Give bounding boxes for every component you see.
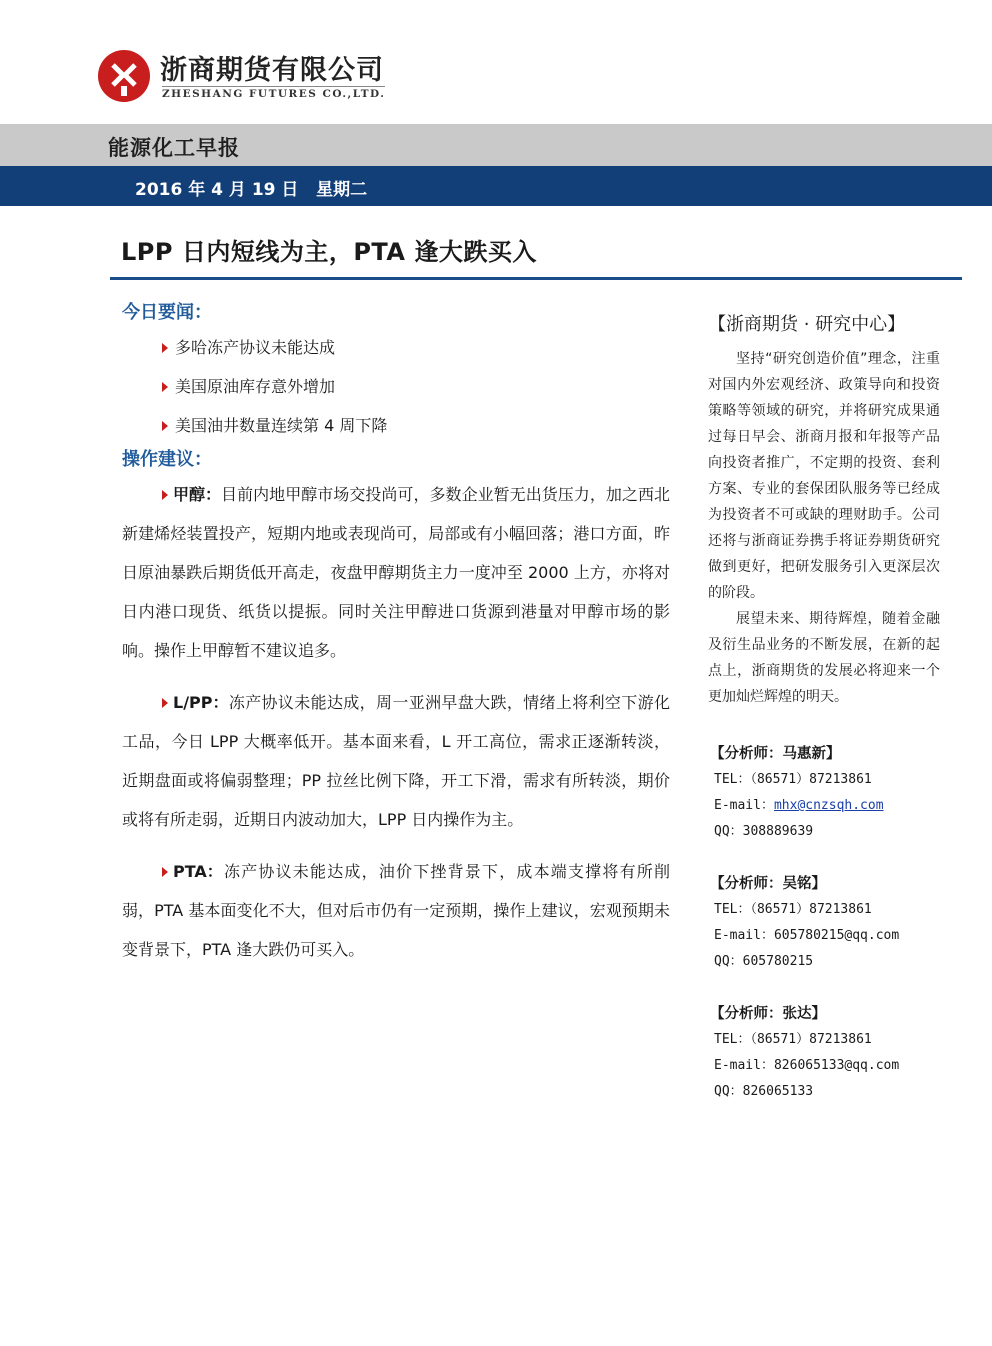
bullet-arrow-icon (162, 421, 168, 431)
research-center-paragraph: 坚持“研究创造价值”理念，注重对国内外宏观经济、政策导向和投资策略等领域的研究，并将研究成果通过每日早会、浙商月报和年报等产品向投资者推广，不定期的投资、套利方案、专业的套保团队服务等已经成为投资者不可或缺的理财助手。公司还将与浙商证券携手将证券期货研究做到更好，把研发服务引入更深层次的阶段。 (708, 351, 940, 601)
advice-lead (122, 852, 223, 891)
research-center-title: 【浙商期货 · 研究中心】 (708, 314, 906, 335)
advice-paragraph-methanol (122, 475, 670, 670)
advice-lead (122, 475, 221, 514)
bullet-arrow-icon (162, 490, 168, 500)
bullet-arrow-icon (162, 867, 168, 877)
bullet-arrow-icon (162, 698, 168, 708)
analyst-email-line (710, 923, 950, 949)
analyst-name: 【分析师：马惠新】 (710, 746, 841, 762)
date-band (0, 166, 992, 206)
analyst-card (710, 1001, 950, 1105)
advice-label: 甲醇： (173, 485, 222, 504)
analyst-tel: TEL：（86571）87213861 (714, 772, 872, 787)
research-center-paragraph: 展望未来、期待辉煌，随着金融及衍生品业务的不断发展，在新的起点上，浙商期货的发展必将迎来一个更加灿烂辉煌的明天。 (708, 611, 940, 705)
news-item (122, 406, 670, 445)
analyst-qq: QQ：826065133 (714, 1084, 814, 1099)
bullet-arrow-icon (162, 343, 168, 353)
analyst-name: 【分析师：张达】 (710, 1006, 826, 1022)
advice-section-title: 操作建议： (122, 449, 212, 470)
advice-paragraph-pta (122, 852, 670, 969)
news-item-text: 多哈冻产协议未能达成 (175, 338, 336, 357)
report-name: 能源化工早报 (108, 136, 240, 160)
company-logo-icon (96, 48, 152, 104)
analyst-tel: TEL：（86571）87213861 (714, 1032, 872, 1047)
report-date: 2016 年 4 月 19 日 星期二 (135, 180, 368, 200)
analyst-qq: QQ：308889639 (714, 824, 814, 839)
advice-text: 目前内地甲醇市场交投尚可，多数企业暂无出货压力，加之西北新建烯烃装置投产，短期内地或表现尚可，局部或有小幅回落；港口方面，昨日原油暴跌后期货低开高走，夜盘甲醇期货主力一度冲至 2000 上方，亦将对日内港口现货、纸货以提振。同时关注甲醇进口货源到港量对甲醇市场的影响。操作上甲醇暂不建议追多。 (122, 485, 670, 660)
company-name-cn: 浙商期货有限公司 (160, 55, 384, 86)
analyst-tel: TEL：（86571）87213861 (714, 902, 872, 917)
news-item (122, 328, 670, 367)
news-section-title: 今日要闻： (122, 302, 212, 323)
analyst-email: 826065133@qq.com (773, 1058, 900, 1073)
analyst-email-label: E-mail： (714, 1058, 774, 1073)
analyst-email-line (710, 1053, 950, 1079)
advice-label: PTA： (173, 862, 223, 881)
analyst-email-link[interactable]: mhx@cnzsqh.com (773, 798, 884, 813)
advice-text: 冻产协议未能达成，周一亚洲早盘大跌，情绪上将利空下游化工品，今日 LPP 大概率低开。基本面来看，L 开工高位，需求正逐渐转淡，近期盘面或将偏弱整理；PP 拉丝比例下降，开工下滑，需求有所转淡，期价或将有所走弱，近期日内波动加大，LPP 日内操作为主。 (122, 693, 670, 829)
advice-lead (122, 683, 229, 722)
advice-paragraph-lpp (122, 683, 670, 839)
company-logo (96, 46, 386, 106)
report-name-band (0, 124, 992, 166)
advice-text: 冻产协议未能达成，油价下挫背景下，成本端支撑将有所削弱，PTA 基本面变化不大，但对后市仍有一定预期，操作上建议，宏观预期未变背景下，PTA 逢大跌仍可买入。 (122, 862, 670, 959)
bullet-arrow-icon (162, 382, 168, 392)
analyst-email: 605780215@qq.com (773, 928, 900, 943)
analyst-email-label: E-mail： (714, 798, 774, 813)
analyst-card (710, 871, 950, 975)
headline-divider (110, 277, 962, 280)
analyst-email-line (710, 793, 950, 819)
analyst-qq: QQ：605780215 (714, 954, 814, 969)
analyst-card (710, 741, 950, 845)
company-name-en: ZHESHANG FUTURES CO.,LTD. (162, 88, 386, 100)
headline: LPP 日内短线为主，PTA 逢大跌买入 (121, 238, 537, 266)
news-item-text: 美国原油库存意外增加 (175, 377, 336, 396)
research-center-panel (708, 310, 940, 710)
main-column (122, 298, 670, 969)
analyst-email-label: E-mail： (714, 928, 774, 943)
news-list (122, 328, 670, 445)
analyst-name: 【分析师：吴铭】 (710, 876, 826, 892)
news-item (122, 367, 670, 406)
news-item-text: 美国油井数量连续第 4 周下降 (175, 416, 388, 435)
advice-label: L/PP： (173, 693, 229, 712)
